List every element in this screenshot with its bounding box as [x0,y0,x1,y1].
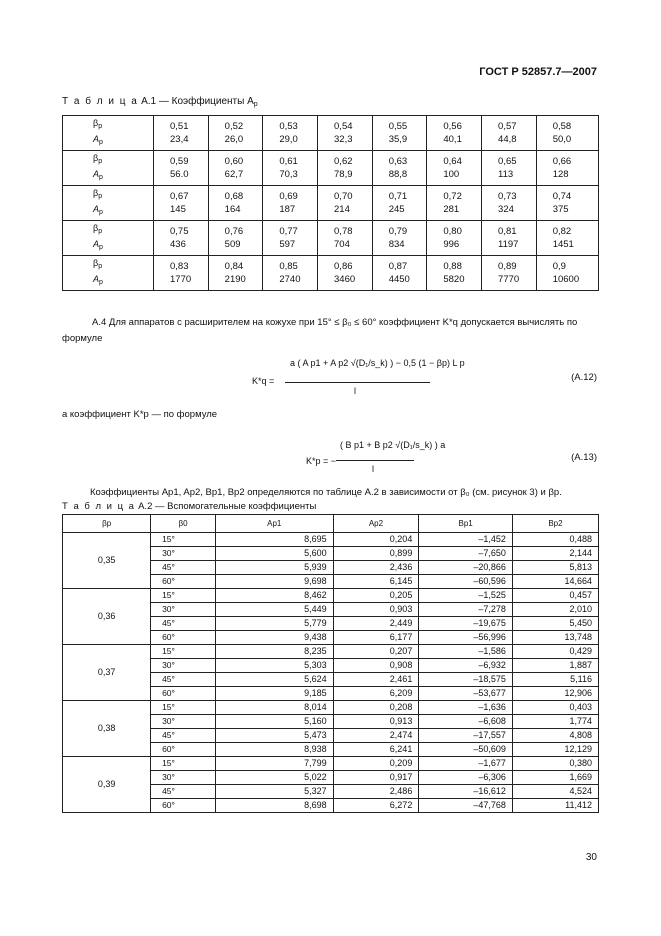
table2-cell: 0,429 [512,645,598,659]
table2-cell: 0,205 [333,589,419,603]
table2-cell: 45° [151,729,216,743]
table2-cell: 5,813 [512,561,598,575]
table1-row-label: $\beta_p$ $A_p$ [63,186,154,221]
table2-cell: –7,278 [419,603,513,617]
table2-cell: 30° [151,659,216,673]
table2-cell: 5,624 [215,673,333,687]
table1-cell: 0,80 996 [427,221,482,256]
table2-cell: 2,010 [512,603,598,617]
table1-row [63,151,599,186]
table2-cell: –1,677 [419,757,513,771]
table1-cell: 0,84 2190 [208,256,263,291]
table2-cell: 5,939 [215,561,333,575]
table1-cell: 0,83 1770 [154,256,209,291]
table2-cell: 15° [151,701,216,715]
table2-cell: 8,235 [215,645,333,659]
table2-cell: 15° [151,645,216,659]
table2-cell: –1,586 [419,645,513,659]
table2-beta-p-cell: 0,36 [63,589,151,645]
table2-cell: 5,022 [215,771,333,785]
page-number: 30 [585,852,597,863]
table1-cell: 0,71 245 [372,186,427,221]
table2-cell: 2,449 [333,617,419,631]
table2-beta-p-cell: 0,37 [63,645,151,701]
table1-cell: 0,88 5820 [427,256,482,291]
table2-cell: 14,664 [512,575,598,589]
formula-a13-number: (А.13) [571,452,597,463]
table2-cell: –47,768 [419,799,513,813]
table1-cell: 0,78 704 [318,221,373,256]
table1-cell: 0,62 78,9 [318,151,373,186]
table1-cell: 0,87 4450 [372,256,427,291]
table2-cell: 15° [151,757,216,771]
table1-cell: 0,53 29,0 [263,116,318,151]
table2-caption: Т а б л и ц а А.2 — Вспомогательные коэффициенты [62,501,317,512]
table2-cell: 8,695 [215,533,333,547]
table-a1 [62,115,599,291]
table2-cell: 8,938 [215,743,333,757]
table2-column-header: Bp2 [512,515,598,533]
table2-cell: 0,208 [333,701,419,715]
table2-cell: 4,808 [512,729,598,743]
table2-cell: 0,908 [333,659,419,673]
table1-row [63,256,599,291]
table2-cell: 0,380 [512,757,598,771]
table1-cell: 0,60 62,7 [208,151,263,186]
table1-cell: 0,55 35,9 [372,116,427,151]
table1-cell: 0,74 375 [536,186,598,221]
table2-cell: –50,609 [419,743,513,757]
table1-cell: 0,86 3460 [318,256,373,291]
table2-cell: –1,636 [419,701,513,715]
table2-cell: 5,449 [215,603,333,617]
table1-row-label: $\beta_p$ $A_p$ [63,256,154,291]
table2-header-row [63,515,599,533]
table2-cell: 2,144 [512,547,598,561]
table1-cell: 0,52 26,0 [208,116,263,151]
table2-cell: 0,204 [333,533,419,547]
table1-cell: 0,65 113 [482,151,537,186]
table1-cell: 0,57 44,8 [482,116,537,151]
table2-cell: 9,698 [215,575,333,589]
table2-cell: –1,452 [419,533,513,547]
table2-cell: 45° [151,673,216,687]
standard-number: ГОСТ Р 52857.7—2007 [479,66,597,78]
formula-a12-numerator: a ( A p1 + A p2 √(D₁/s_k) ) − 0,5 (1 − βp) L p [290,358,465,368]
table1-cell: 0,9 10600 [536,256,598,291]
table2-cell: 1,774 [512,715,598,729]
table2-cell: 30° [151,603,216,617]
table2-cell: 0,209 [333,757,419,771]
table2-column-header: Ap1 [215,515,333,533]
table2-cell: 5,327 [215,785,333,799]
table2-cell: –16,612 [419,785,513,799]
table2-cell: 0,488 [512,533,598,547]
table1-cell: 0,70 214 [318,186,373,221]
table2-cell: 30° [151,547,216,561]
table-a2 [62,514,599,813]
table2-row [63,589,599,603]
table2-cell: 0,403 [512,701,598,715]
table1-row-label: $\beta_p$ $A_p$ [63,221,154,256]
table2-cell: 8,014 [215,701,333,715]
formula-a12-fraction-bar [285,382,430,383]
table2-cell: –6,608 [419,715,513,729]
table2-cell: –60,596 [419,575,513,589]
table2-cell: –53,677 [419,687,513,701]
table2-cell: 6,272 [333,799,419,813]
table2-cell: 60° [151,631,216,645]
table2-beta-p-cell: 0,35 [63,533,151,589]
table1-cell: 0,72 281 [427,186,482,221]
table1-cell: 0,61 70,3 [263,151,318,186]
formula-a13-fraction-bar [336,460,414,461]
table1-cell: 0,77 597 [263,221,318,256]
table2-cell: 45° [151,785,216,799]
table2-cell: 0,207 [333,645,419,659]
table1-cell: 0,63 88,8 [372,151,427,186]
table1-row [63,116,599,151]
table2-cell: 2,436 [333,561,419,575]
table2-cell: 0,903 [333,603,419,617]
table2-cell: 0,913 [333,715,419,729]
table1-caption: Т а б л и ц а А.1 — Коэффициенты $A_p$ [62,96,258,108]
table2-cell: 0,917 [333,771,419,785]
table1-cell: 0,51 23,4 [154,116,209,151]
table2-row [63,757,599,771]
formula-a13-numerator: ( B p1 + B p2 √(D₁/s_k) ) a [340,440,446,450]
table1-cell: 0,79 834 [372,221,427,256]
table2-cell: –17,557 [419,729,513,743]
table2-cell: 5,600 [215,547,333,561]
table1-cell: 0,66 128 [536,151,598,186]
table2-row [63,645,599,659]
formula-a12-denominator: l [354,386,356,396]
table2-cell: 2,486 [333,785,419,799]
table1-cell: 0,54 32,3 [318,116,373,151]
table2-cell: 6,241 [333,743,419,757]
table2-cell: 30° [151,771,216,785]
table2-cell: 12,906 [512,687,598,701]
table2-row [63,533,599,547]
table2-cell: 6,145 [333,575,419,589]
table1-cell: 0,68 164 [208,186,263,221]
table2-cell: 8,462 [215,589,333,603]
table2-cell: 45° [151,617,216,631]
table2-cell: 60° [151,687,216,701]
table2-beta-p-cell: 0,38 [63,701,151,757]
table2-row [63,701,599,715]
table1-row-label: $\beta_p$ $A_p$ [63,151,154,186]
table1-cell: 0,67 145 [154,186,209,221]
table1-cell: 0,56 40,1 [427,116,482,151]
table2-cell: 1,887 [512,659,598,673]
table2-cell: –6,932 [419,659,513,673]
table2-cell: 9,185 [215,687,333,701]
table2-cell: 5,450 [512,617,598,631]
table1-cell: 0,59 56.0 [154,151,209,186]
table2-cell: 6,209 [333,687,419,701]
paragraph-a4-line1: А.4 Для аппаратов с расширителем на кожухе при 15° ≤ β₀ ≤ 60° коэффициент K*q допускается вычислять по [92,317,578,328]
paragraph-coefficients: Коэффициенты Ap1, Ap2, Bp1, Bp2 определяются по таблице А.2 в зависимости от β₀ (см. рисунок 3) и βp. [90,487,562,498]
table2-cell: 15° [151,533,216,547]
table2-cell: –20,866 [419,561,513,575]
table2-cell: –18,575 [419,673,513,687]
table2-cell: –6,306 [419,771,513,785]
table2-cell: 12,129 [512,743,598,757]
table2-cell: 9,438 [215,631,333,645]
table2-cell: 60° [151,743,216,757]
paragraph-kp: а коэффициент K*p — по формуле [62,409,218,420]
table1-cell: 0,89 7770 [482,256,537,291]
table2-cell: –1,525 [419,589,513,603]
table2-cell: 60° [151,575,216,589]
paragraph-a4-line2: формуле [62,333,103,344]
table1-cell: 0,82 1451 [536,221,598,256]
table2-cell: 0,899 [333,547,419,561]
table2-beta-p-cell: 0,39 [63,757,151,813]
formula-a12-number: (А.12) [571,372,597,383]
table1-cell: 0,75 436 [154,221,209,256]
table2-cell: 5,303 [215,659,333,673]
table2-cell: 1,669 [512,771,598,785]
table2-cell: 8,698 [215,799,333,813]
table2-cell: 11,412 [512,799,598,813]
table1-cell: 0,64 100 [427,151,482,186]
table2-column-header: Ap2 [333,515,419,533]
table2-cell: 2,461 [333,673,419,687]
table2-column-header: β0 [151,515,216,533]
table2-cell: 30° [151,715,216,729]
table2-cell: 5,473 [215,729,333,743]
table2-cell: 5,779 [215,617,333,631]
table1-cell: 0,58 50,0 [536,116,598,151]
table2-cell: 6,177 [333,631,419,645]
table2-cell: 7,799 [215,757,333,771]
table2-cell: –56,996 [419,631,513,645]
table1-cell: 0,76 509 [208,221,263,256]
table2-cell: 5,160 [215,715,333,729]
table2-cell: –19,675 [419,617,513,631]
formula-a13-lhs: K*p = − [306,456,337,466]
table2-cell: 2,474 [333,729,419,743]
table1-row-label: $\beta_p$ $A_p$ [63,116,154,151]
table1-cell: 0,69 187 [263,186,318,221]
formula-a12-lhs: K*q = [252,376,275,386]
table2-cell: 45° [151,561,216,575]
table2-column-header: Bp1 [419,515,513,533]
formula-a13-denominator: l [372,464,374,474]
table2-column-header: βp [63,515,151,533]
table1-cell: 0,85 2740 [263,256,318,291]
table2-cell: 60° [151,799,216,813]
table2-cell: 13,748 [512,631,598,645]
table1-cell: 0,81 1197 [482,221,537,256]
table1-row [63,186,599,221]
table2-cell: 5,116 [512,673,598,687]
table2-cell: 15° [151,589,216,603]
table2-cell: 0,457 [512,589,598,603]
table2-cell: 4,524 [512,785,598,799]
table1-row [63,221,599,256]
table1-cell: 0,73 324 [482,186,537,221]
table2-cell: –7,650 [419,547,513,561]
